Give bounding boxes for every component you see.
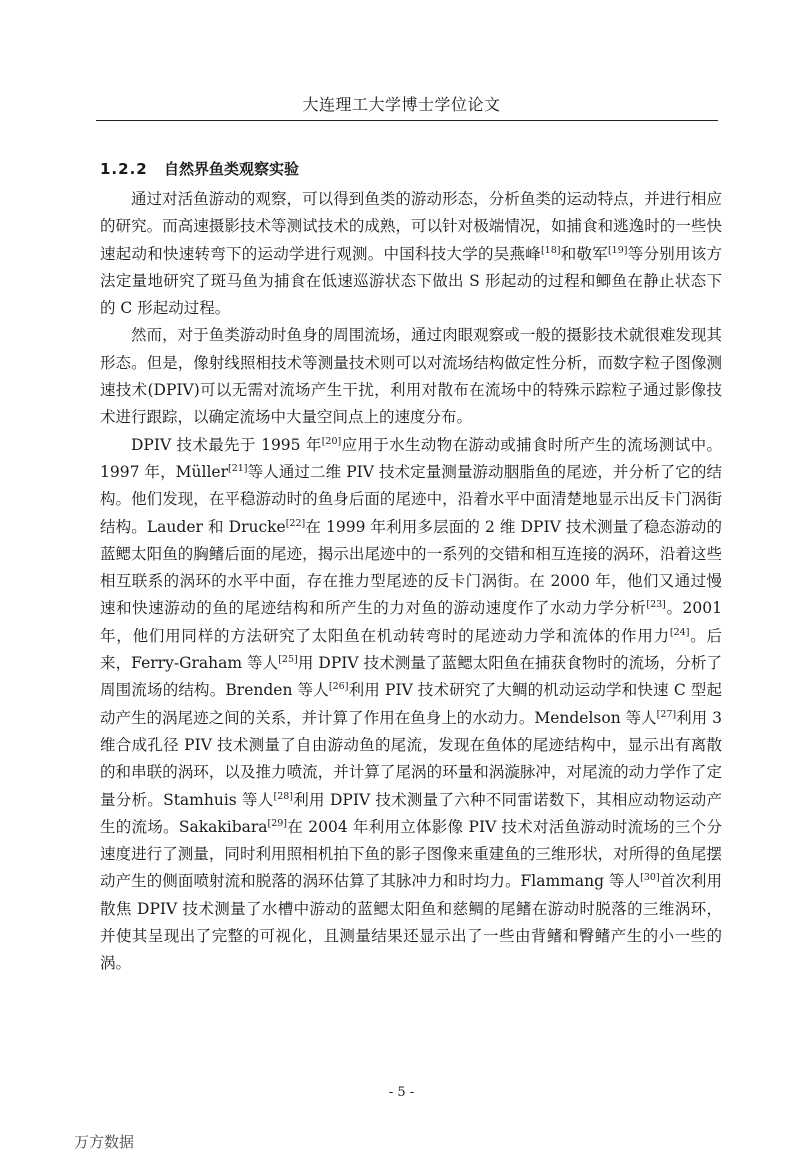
citation-ref: [21] <box>228 462 248 474</box>
citation-ref: [18] <box>540 244 561 256</box>
citation-ref: [27] <box>656 708 677 720</box>
text-run: 应用于水生动物在游动或捕食时所产生的流场测试中。1997 年，Müller <box>100 435 722 481</box>
citation-ref: [26] <box>328 681 349 693</box>
section-number: 1.2.2 <box>100 160 148 178</box>
citation-ref: [23] <box>646 599 666 611</box>
text-run: 用 DPIV 技术测量了蓝鳃太阳鱼在捕获食物时的流场，分析了周围流场的结构。Brenden 等人 <box>100 654 723 700</box>
text-run: 通过对活鱼游动的观察，可以得到鱼类的游动形态，分析鱼类的运动特点，并进行相应的研究。而高速摄影技术等测试技术的成熟，可以针对极端情况，如捕食和逃逸时的一些快速起动和快速转弯下的运动学进行观测。中国科技大学的吴燕峰 <box>100 190 722 263</box>
body-text <box>100 186 722 978</box>
text-run: 利用 3 维合成孔径 PIV 技术测量了自由游动鱼的尾流，发现在鱼体的尾迹结构中，显示出有离散的和串联的涡环，以及推力喷流，并计算了尾涡的环量和涡漩脉冲，对尾流的动力学作了定量分析。Stamhuis 等人 <box>100 708 722 809</box>
text-run: 。后来，Ferry-Graham 等人 <box>100 626 722 673</box>
text-run: 等人通过二维 PIV 技术定量测量游动胭脂鱼的尾迹，并分析了它的结构。他们发现，在平稳游动时的鱼身后面的尾迹中，沿着水平中面清楚地显示出反卡门涡街结构。Lauder 和 Drucke <box>100 462 722 536</box>
text-run: 等分别用该方法定量地研究了斑马鱼为捕食在低速巡游状态下做出 S 形起动的过程和鲫鱼在静止状态下的 C 形起动过程。 <box>100 244 722 318</box>
text-run: 和敬军 <box>560 244 608 263</box>
citation-ref: [29] <box>267 817 288 829</box>
section-heading <box>100 158 299 179</box>
citation-ref: [19] <box>607 244 628 256</box>
paragraph-1 <box>100 186 722 322</box>
citation-ref: [20] <box>321 435 342 447</box>
citation-ref: [30] <box>640 872 660 884</box>
paragraph-2 <box>100 322 722 431</box>
section-title-text: 自然界鱼类观察实验 <box>164 160 300 178</box>
text-run: 然而，对于鱼类游动时鱼身的周围流场，通过肉眼观察或一般的摄影技术就很难发现其形态。但是，像射线照相技术等测量技术则可以对流场结构做定性分析，而数字粒子图像测速技术(DPIV)可以无需对流场产生干扰，利用对散布在流场中的特殊示踪粒子通过影像技术进行跟踪，以确定流场中大量空间点上的速度分布。 <box>100 326 722 427</box>
header-rule <box>96 120 718 121</box>
text-run: DPIV 技术最先于 1995 年 <box>131 435 322 454</box>
paragraph-3 <box>100 432 722 978</box>
citation-ref: [28] <box>273 790 293 802</box>
page-number: - 5 - <box>388 1085 415 1100</box>
text-run: 利用 DPIV 技术测量了六种不同雷诺数下，其相应动物运动产生的流场。Sakakibara <box>100 790 723 836</box>
citation-ref: [22] <box>285 517 306 529</box>
citation-ref: [24] <box>669 626 690 638</box>
citation-ref: [25] <box>278 653 298 665</box>
running-header: 大连理工大学博士学位论文 <box>302 95 501 114</box>
text-run: 在 1999 年利用多层面的 2 维 DPIV 技术测量了稳态游动的蓝鳃太阳鱼的胸鳍后面的尾迹，揭示出尾迹中的一系列的交错和相互连接的涡环，沿着这些相互联系的涡环的水平中面，存在推力型尾迹的反卡门涡街。在 2000 年，他们又通过慢速和快速游动的鱼的尾迹结构和所产生的力对鱼的游动速度作了水动力学分析 <box>100 517 722 618</box>
text-run: 在 2004 年利用立体影像 PIV 技术对活鱼游动时流场的三个分速度进行了测量，同时利用照相机拍下鱼的影子图像来重建鱼的三维形状，对所得的鱼尾摆动产生的侧面喷射流和脱落的涡环估算了其脉冲力和时均力。Flammang 等人 <box>100 817 722 891</box>
watermark-text: 万方数据 <box>74 1133 135 1151</box>
text-run: 利用 PIV 技术研究了大鲷的机动运动学和快速 C 型起动产生的涡尾迹之间的关系，并计算了作用在鱼身上的水动力。Mendelson 等人 <box>100 681 722 727</box>
text-run: 首次利用散焦 DPIV 技术测量了水槽中游动的蓝鳃太阳鱼和慈鲷的尾鳍在游动时脱落的三维涡环，并使其呈现出了完整的可视化，且测量结果还显示出了一些由背鳍和臀鳍产生的小一些的涡。 <box>100 872 722 973</box>
text-run: 。2001 年，他们用同样的方法研究了太阳鱼在机动转弯时的尾迹动力学和流体的作用力 <box>100 599 722 645</box>
